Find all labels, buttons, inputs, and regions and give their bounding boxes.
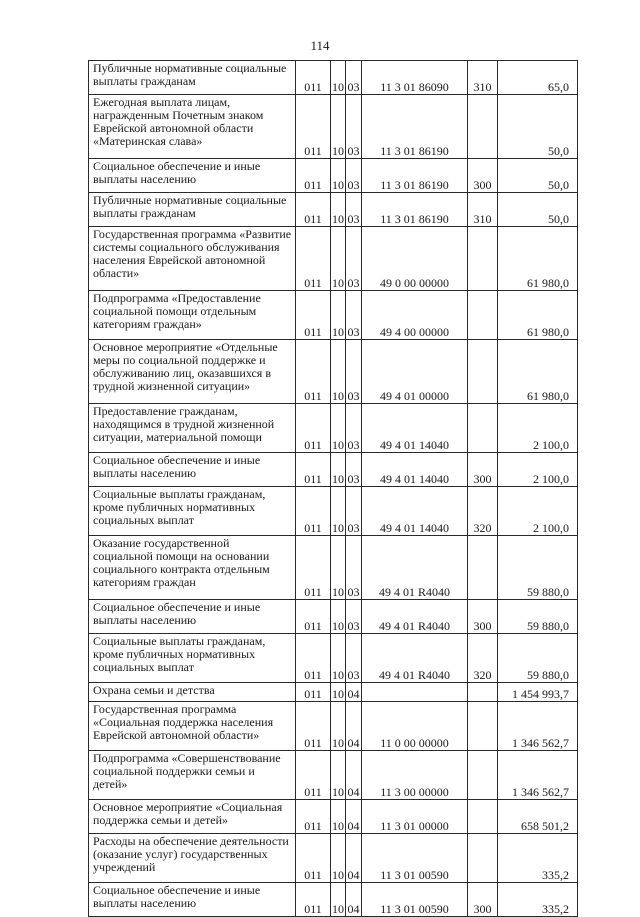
ministry-code: 011 [296,453,331,487]
section-code: 10 [331,536,346,600]
expense-type-code: 300 [468,600,498,634]
expense-type-code [468,751,498,800]
ministry-code: 011 [296,340,331,404]
amount: 61 980,0 [498,291,578,340]
section-code: 10 [331,600,346,634]
expense-type-code [468,702,498,751]
amount: 50,0 [498,159,578,193]
target-code: 49 4 00 00000 [362,291,468,340]
ministry-code: 011 [296,227,331,291]
ministry-code: 011 [296,487,331,536]
subsection-code: 03 [346,61,362,95]
target-code: 11 3 01 00590 [362,834,468,883]
expense-type-code [468,340,498,404]
section-code: 10 [331,291,346,340]
table-row [89,159,578,193]
ministry-code: 011 [296,404,331,453]
table-row [89,683,578,702]
ministry-code: 011 [296,702,331,751]
table-row [89,834,578,883]
section-code: 10 [331,95,346,159]
ministry-code: 011 [296,61,331,95]
ministry-code: 011 [296,536,331,600]
subsection-code: 03 [346,634,362,683]
table-row [89,453,578,487]
amount: 2 100,0 [498,453,578,487]
row-name: Расходы на обеспечение деятельности (оказание услуг) государственных учреждений [89,834,296,883]
table-row [89,61,578,95]
ministry-code: 011 [296,634,331,683]
amount: 65,0 [498,61,578,95]
section-code: 10 [331,159,346,193]
amount: 59 880,0 [498,536,578,600]
page-number: 114 [310,38,330,53]
section-code: 10 [331,193,346,227]
subsection-code: 04 [346,883,362,917]
subsection-code: 04 [346,751,362,800]
subsection-code: 03 [346,536,362,600]
expense-type-code: 320 [468,487,498,536]
row-name: Ежегодная выплата лицам, награжденным Почетным знаком Еврейской автономной области «Материнская слава» [89,95,296,159]
row-name: Социальное обеспечение и иные выплаты населению [89,159,296,193]
row-name: Государственная программа «Социальная поддержка населения Еврейской автономной области» [89,702,296,751]
expense-type-code: 310 [468,61,498,95]
row-name: Основное мероприятие «Отдельные меры по социальной поддержке и обслуживанию лиц, оказавшихся в трудной жизненной ситуации» [89,340,296,404]
ministry-code: 011 [296,95,331,159]
row-name: Публичные нормативные социальные выплаты гражданам [89,193,296,227]
expense-type-code [468,404,498,453]
ministry-code: 011 [296,683,331,702]
ministry-code: 011 [296,834,331,883]
row-name: Социальное обеспечение и иные выплаты населению [89,453,296,487]
section-code: 10 [331,340,346,404]
table-row [89,536,578,600]
section-code: 10 [331,634,346,683]
row-name: Охрана семьи и детства [89,683,296,702]
row-name: Социальное обеспечение и иные выплаты населению [89,883,296,917]
table-row [89,291,578,340]
row-name: Предоставление гражданам, находящимся в трудной жизненной ситуации, материальной помощи [89,404,296,453]
expense-type-code: 300 [468,453,498,487]
subsection-code: 03 [346,227,362,291]
ministry-code: 011 [296,159,331,193]
expense-type-code [468,95,498,159]
subsection-code: 03 [346,95,362,159]
row-name: Социальные выплаты гражданам, кроме публичных нормативных социальных выплат [89,634,296,683]
target-code: 11 3 01 86090 [362,61,468,95]
section-code: 10 [331,453,346,487]
expense-type-code: 320 [468,634,498,683]
amount: 2 100,0 [498,487,578,536]
subsection-code: 03 [346,453,362,487]
ministry-code: 011 [296,193,331,227]
expense-type-code [468,536,498,600]
budget-table [88,60,578,917]
table-row [89,600,578,634]
table-row [89,883,578,917]
target-code [362,683,468,702]
amount: 658 501,2 [498,800,578,834]
table-row [89,227,578,291]
target-code: 11 3 01 86190 [362,95,468,159]
expense-type-code: 300 [468,159,498,193]
table-row [89,702,578,751]
row-name: Подпрограмма «Совершенствование социальной поддержки семьи и детей» [89,751,296,800]
section-code: 10 [331,61,346,95]
amount: 1 346 562,7 [498,751,578,800]
amount: 61 980,0 [498,340,578,404]
row-name: Социальное обеспечение и иные выплаты населению [89,600,296,634]
expense-type-code [468,834,498,883]
subsection-code: 03 [346,487,362,536]
amount: 50,0 [498,95,578,159]
table-row [89,751,578,800]
row-name: Государственная программа «Развитие системы социального обслуживания населения Еврейской автономной области» [89,227,296,291]
section-code: 10 [331,702,346,751]
expense-type-code: 310 [468,193,498,227]
section-code: 10 [331,883,346,917]
table-row [89,193,578,227]
subsection-code: 04 [346,683,362,702]
target-code: 11 3 01 86190 [362,159,468,193]
table-row [89,340,578,404]
target-code: 49 4 01 14040 [362,487,468,536]
amount: 335,2 [498,834,578,883]
subsection-code: 03 [346,159,362,193]
table-row [89,95,578,159]
table-row [89,487,578,536]
row-name: Подпрограмма «Предоставление социальной помощи отдельным категориям граждан» [89,291,296,340]
amount: 50,0 [498,193,578,227]
amount: 1 346 562,7 [498,702,578,751]
target-code: 11 3 01 86190 [362,193,468,227]
amount: 1 454 993,7 [498,683,578,702]
table-row [89,634,578,683]
subsection-code: 03 [346,404,362,453]
target-code: 49 4 01 R4040 [362,600,468,634]
target-code: 49 4 01 R4040 [362,634,468,683]
target-code: 49 0 00 00000 [362,227,468,291]
table-row [89,404,578,453]
ministry-code: 011 [296,883,331,917]
subsection-code: 04 [346,800,362,834]
subsection-code: 04 [346,834,362,883]
target-code: 49 4 01 R4040 [362,536,468,600]
section-code: 10 [331,683,346,702]
target-code: 49 4 01 14040 [362,404,468,453]
subsection-code: 03 [346,291,362,340]
amount: 59 880,0 [498,634,578,683]
expense-type-code [468,227,498,291]
section-code: 10 [331,227,346,291]
target-code: 11 3 01 00000 [362,800,468,834]
subsection-code: 03 [346,193,362,227]
section-code: 10 [331,751,346,800]
section-code: 10 [331,800,346,834]
ministry-code: 011 [296,291,331,340]
row-name: Публичные нормативные социальные выплаты гражданам [89,61,296,95]
section-code: 10 [331,834,346,883]
target-code: 11 3 00 00000 [362,751,468,800]
section-code: 10 [331,487,346,536]
subsection-code: 03 [346,600,362,634]
amount: 61 980,0 [498,227,578,291]
amount: 335,2 [498,883,578,917]
expense-type-code [468,291,498,340]
ministry-code: 011 [296,751,331,800]
target-code: 11 3 01 00590 [362,883,468,917]
amount: 59 880,0 [498,600,578,634]
amount: 2 100,0 [498,404,578,453]
expense-type-code [468,683,498,702]
subsection-code: 03 [346,340,362,404]
section-code: 10 [331,404,346,453]
table-row [89,800,578,834]
ministry-code: 011 [296,600,331,634]
target-code: 49 4 01 14040 [362,453,468,487]
target-code: 49 4 01 00000 [362,340,468,404]
row-name: Социальные выплаты гражданам, кроме публичных нормативных социальных выплат [89,487,296,536]
target-code: 11 0 00 00000 [362,702,468,751]
expense-type-code: 300 [468,883,498,917]
row-name: Основное мероприятие «Социальная поддержка семьи и детей» [89,800,296,834]
row-name: Оказание государственной социальной помощи на основании социального контракта отдельным категориям граждан [89,536,296,600]
ministry-code: 011 [296,800,331,834]
subsection-code: 04 [346,702,362,751]
expense-type-code [468,800,498,834]
